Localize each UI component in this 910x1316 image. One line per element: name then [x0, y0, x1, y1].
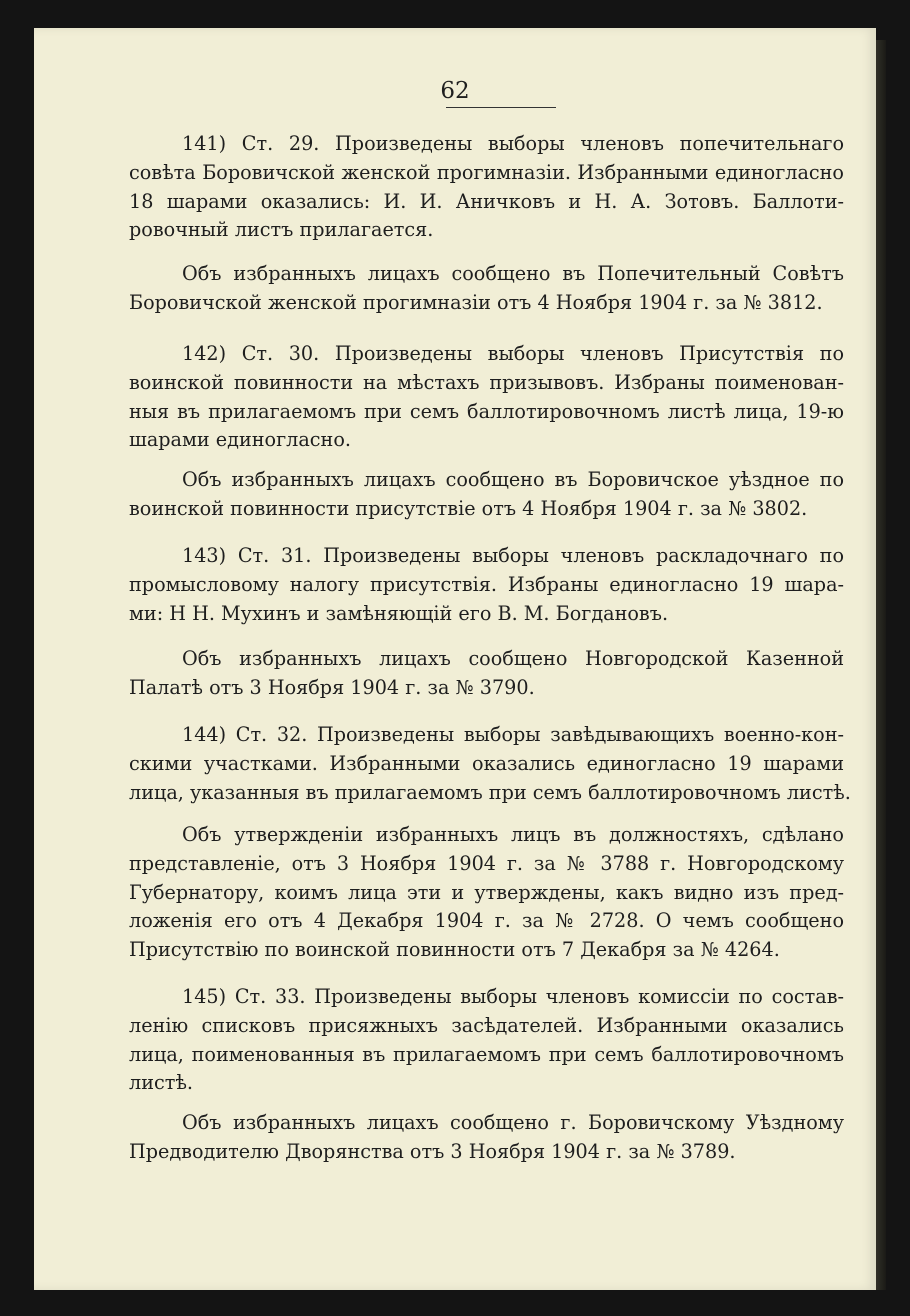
text-line: шарами единогласно.	[129, 428, 351, 452]
text-line: Губернатору, коимъ лица эти и утверждены, какъ видно изъ пред-	[129, 880, 844, 904]
text-line: ленію списковъ присяжныхъ засѣдателей. Избранными оказались	[129, 1013, 844, 1037]
paragraph-144-notice	[129, 821, 844, 965]
text-line: 145) Ст. 33. Произведены выборы членовъ комиссіи по состав-	[182, 985, 844, 1008]
text-line: лица, поименованныя въ прилагаемомъ при семъ баллотировочномъ	[129, 1042, 844, 1066]
text-line: промысловому налогу присутствія. Избраны единогласно 19 шара-	[129, 572, 844, 596]
text-line: воинской повинности присутствіе отъ 4 Ноября 1904 г. за № 3802.	[129, 496, 808, 520]
text-line: лица, указанныя въ прилагаемомъ при семъ баллотировочномъ листѣ.	[129, 780, 851, 804]
text-line: ми: Н Н. Мухинъ и замѣняющій его В. М. Богдановъ.	[129, 601, 669, 625]
text-line: совѣта Боровичской женской прогимназіи. Избранными единогласно	[129, 160, 844, 184]
text-line: Боровичской женской прогимназіи отъ 4 Ноября 1904 г. за № 3812.	[129, 290, 823, 314]
text-line: Объ избранныхъ лицахъ сообщено въ Попечительный Совѣтъ	[182, 262, 844, 285]
paragraph-145	[129, 983, 844, 1098]
paragraph-141-notice	[129, 260, 844, 318]
text-line: Присутствію по воинской повинности отъ 7 Декабря за № 4264.	[129, 938, 780, 962]
text-line: воинской повинности на мѣстахъ призывовъ. Избраны поименован-	[129, 370, 844, 394]
text-line: Объ избранныхъ лицахъ сообщено въ Боровичское уѣздное по	[182, 468, 844, 491]
text-line: Объ утвержденіи избранныхъ лицъ въ должностяхъ, сдѣлано	[182, 823, 844, 846]
paragraph-142	[129, 340, 844, 455]
paragraph-143	[129, 542, 844, 628]
text-line: Объ избранныхъ лицахъ сообщено г. Боровичскому Уѣздному	[182, 1111, 844, 1134]
paragraph-145-notice	[129, 1109, 844, 1167]
paragraph-141	[129, 130, 844, 245]
text-line: Палатѣ отъ 3 Ноября 1904 г. за № 3790.	[129, 675, 535, 699]
text-line: скими участками. Избранными оказались единогласно 19 шарами	[129, 751, 844, 775]
paragraph-143-notice	[129, 645, 844, 703]
text-line: Объ избранныхъ лицахъ сообщено Новгородской Казенной	[182, 647, 844, 670]
text-line: 141) Ст. 29. Произведены выборы членовъ попечительнаго	[182, 132, 844, 155]
text-line: ныя въ прилагаемомъ при семъ баллотировочномъ листѣ лица, 19-ю	[129, 399, 844, 423]
page-number-rule	[446, 107, 556, 108]
text-line: ложенія его отъ 4 Декабря 1904 г. за № 2728. О чемъ сообщено	[129, 909, 844, 933]
paragraph-144	[129, 721, 851, 807]
text-line: представленіе, отъ 3 Ноября 1904 г. за № 3788 г. Новгородскому	[129, 851, 844, 875]
paragraph-142-notice	[129, 466, 844, 524]
text-line: ровочный листъ прилагается.	[129, 218, 434, 242]
text-line: 18 шарами оказались: И. И. Аничковъ и Н. А. Зотовъ. Баллоти-	[129, 189, 844, 213]
text-line: 143) Ст. 31. Произведены выборы членовъ раскладочнаго по	[182, 544, 844, 567]
text-line: Предводителю Дворянства отъ 3 Ноября 1904 г. за № 3789.	[129, 1139, 736, 1163]
text-line: 144) Ст. 32. Произведены выборы завѣдывающихъ военно-кон-	[182, 723, 844, 746]
document-page	[34, 28, 876, 1290]
page-number: 62	[440, 78, 470, 104]
text-line: 142) Ст. 30. Произведены выборы членовъ Присутствія по	[182, 342, 844, 365]
text-line: листѣ.	[129, 1071, 194, 1095]
